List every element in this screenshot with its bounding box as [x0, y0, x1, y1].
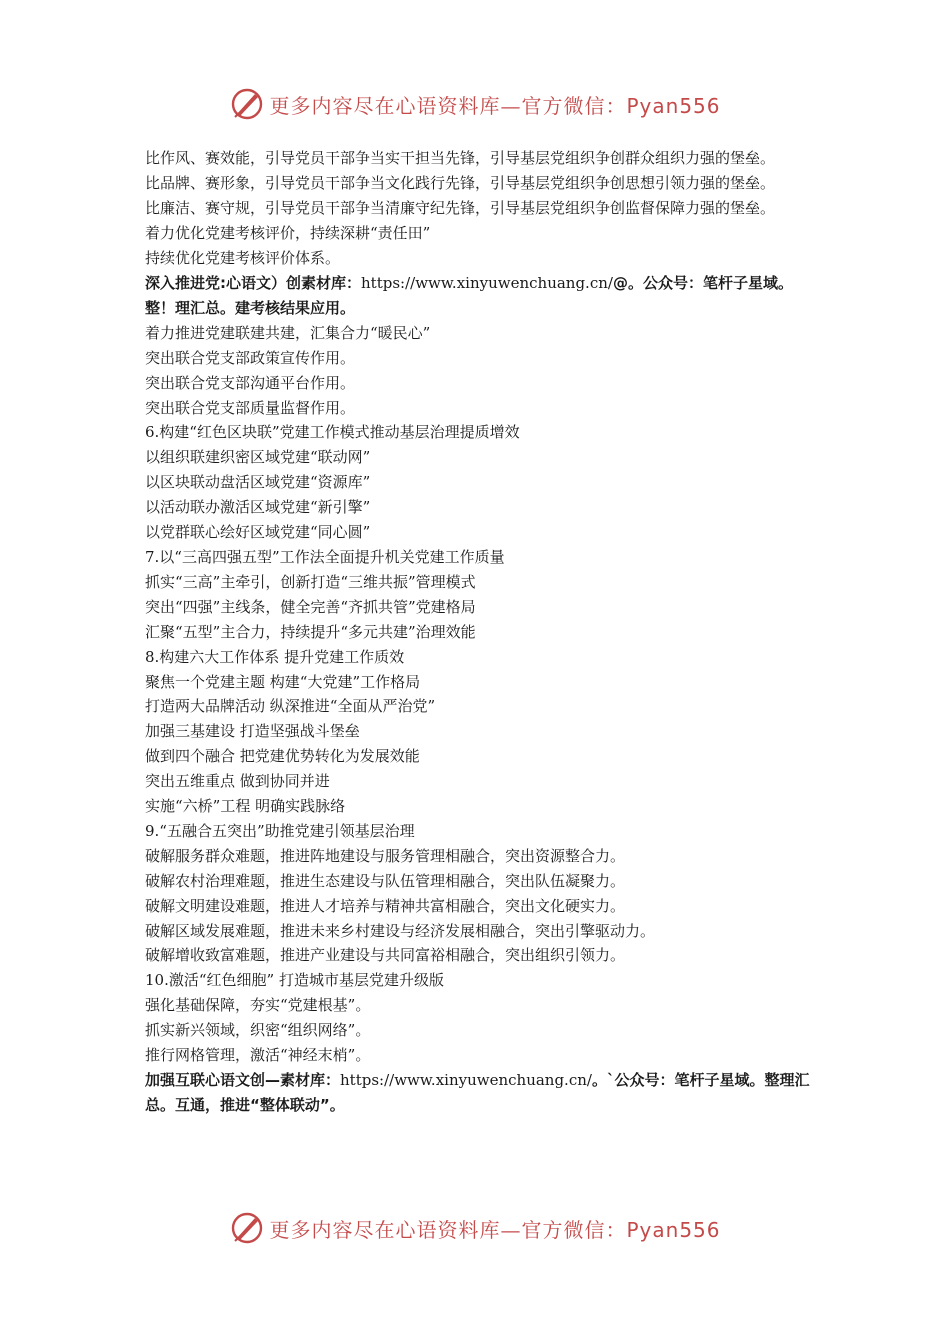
- text-line: 破解文明建设难题，推进人才培养与精神共富相融合，突出文化硬实力。: [145, 896, 626, 915]
- document-body: [145, 146, 810, 1118]
- text-line: 抓实“三高”主牵引，创新打造“三维共振”管理模式: [145, 572, 476, 591]
- text-line: 实施“六桥”工程 明确实践脉络: [145, 797, 346, 816]
- text-line: 汇聚“五型”主合力，持续提升“多元共建”治理效能: [145, 622, 476, 641]
- footer-banner-text: 更多内容尽在心语资料库—官方微信：Pyan556: [269, 1217, 721, 1242]
- promo-url: https://www.xinyuwenchuang.cn/: [340, 1071, 592, 1089]
- footer-banner: [0, 1208, 950, 1248]
- text-line: 抓实新兴领域，织密“组织网络”。: [145, 1021, 371, 1040]
- text-line: 加强三基建设 打造坚强战斗堡垒: [145, 722, 360, 741]
- text-line: 着力优化党建考核评价，持续深耕“责任田”: [145, 224, 431, 242]
- text-line: 突出“四强”主线条，健全完善“齐抓共管”党建格局: [145, 597, 476, 616]
- text-line: 做到四个融合 把党建优势转化为发展效能: [145, 747, 420, 766]
- text-line: 以活动联办激活区域党建“新引擎”: [145, 498, 371, 517]
- section-heading: 9.“五融合五突出”助推党建引领基层治理: [145, 821, 415, 840]
- text-line: 突出联合党支部沟通平台作用。: [145, 373, 356, 392]
- paragraph: 比品牌、赛形象，引导党员干部争当文化践行先锋，引导基层党组织争创思想引领力强的堡垒。: [145, 174, 776, 192]
- section-heading: 10.激活“红色细胞” 打造城市基层党建升级版: [145, 971, 444, 990]
- text-line: 破解服务群众难题，推进阵地建设与服务管理相融合，突出资源整合力。: [145, 846, 626, 865]
- text-line: 破解区域发展难题，推进未来乡村建设与经济发展相融合，突出引擎驱动力。: [145, 921, 656, 940]
- section-heading: 7.以“三高四强五型”工作法全面提升机关党建工作质量: [145, 547, 505, 566]
- text-line: 以区块联动盘活区域党建“资源库”: [145, 473, 371, 492]
- text-line: 聚焦一个党建主题 构建“大党建”工作格局: [145, 672, 421, 691]
- text-line: 着力推进党建联建共建，汇集合力“暖民心”: [145, 323, 431, 342]
- header-banner: [0, 84, 950, 124]
- paragraph: 比作风、赛效能，引导党员干部争当实干担当先锋，引导基层党组织争创群众组织力强的堡垒。: [145, 149, 776, 167]
- promo-url: https://www.xinyuwenchuang.cn/: [361, 273, 613, 292]
- text-line: 以党群联心绘好区域党建“同心圆”: [145, 523, 371, 542]
- promo-paragraph: 加强互联心语文创—素材库：https://www.xinyuwenchuang.cn/。`公众号：笔杆子星域。整理汇总。互通，推进“整体联动”。: [145, 1071, 810, 1114]
- text-line: 突出联合党支部政策宣传作用。: [145, 348, 356, 367]
- text-line: 持续优化党建考核评价体系。: [145, 248, 341, 267]
- text-line: 突出联合党支部质量监督作用。: [145, 398, 356, 417]
- paragraph: 比廉洁、赛守规，引导党员干部争当清廉守纪先锋，引导基层党组织争创监督保障力强的堡垒。: [145, 199, 776, 217]
- quill-logo-icon: [229, 1210, 265, 1246]
- text-line: 打造两大品牌活动 纵深推进“全面从严治党”: [145, 697, 436, 716]
- header-banner-text: 更多内容尽在心语资料库—官方微信：Pyan556: [269, 93, 721, 118]
- text-line: 以组织联建织密区域党建“联动网”: [145, 448, 371, 467]
- text-line: 突出五维重点 做到协同并进: [145, 772, 330, 791]
- promo-paragraph: 深入推进党:心语文）创素材库：https://www.xinyuwenchuang.cn/@。公众号：笔杆子星域。整！理汇总。建考核结果应用。: [145, 273, 793, 317]
- text-line: 破解农村治理难题，推进生态建设与队伍管理相融合，突出队伍凝聚力。: [145, 871, 626, 890]
- text-line: 破解增收致富难题，推进产业建设与共同富裕相融合，突出组织引领力。: [145, 946, 626, 965]
- section-heading: 6.构建“红色区块联”党建工作模式推动基层治理提质增效: [145, 423, 520, 442]
- text-line: 推行网格管理，激活“神经末梢”。: [145, 1046, 371, 1065]
- section-heading: 8.构建六大工作体系 提升党建工作质效: [145, 647, 405, 666]
- text-line: 强化基础保障，夯实“党建根基”。: [145, 996, 371, 1015]
- quill-logo-icon: [229, 86, 265, 122]
